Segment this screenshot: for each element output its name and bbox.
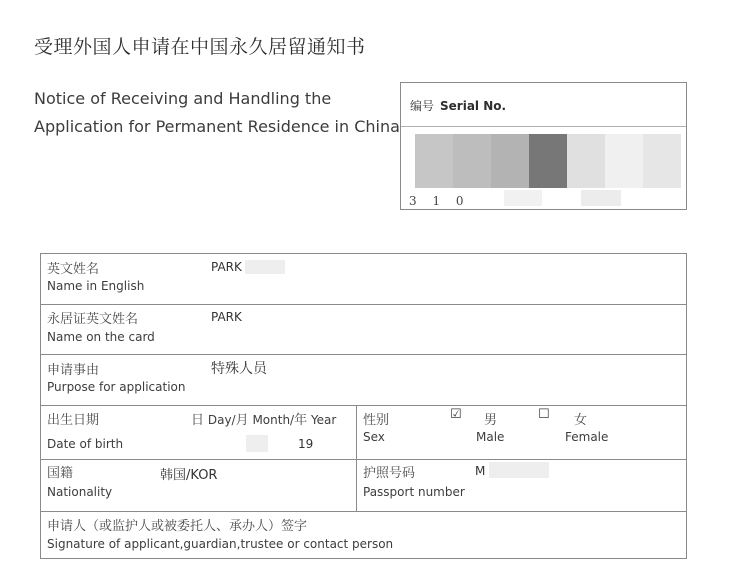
serial-number-box [400, 82, 687, 210]
dob-month-en: Month/ [252, 413, 295, 427]
name-english-redaction [245, 260, 285, 274]
male-label-cn: 男 [484, 413, 498, 428]
female-label-en: Female [565, 430, 609, 444]
serial-divider [401, 126, 686, 127]
dob-day-cn: 日 [191, 413, 205, 428]
dob-day-en: Day/ [207, 413, 236, 427]
name-card-label-en: Name on the card [47, 330, 155, 344]
passport-label-cn: 护照号码 [363, 466, 416, 481]
sex-label-en: Sex [363, 430, 385, 444]
serial-visible-digits: 3 1 0 [409, 194, 470, 208]
serial-label-en: Serial No. [440, 99, 507, 113]
dob-label-en: Date of birth [47, 437, 124, 451]
row-divider [41, 304, 686, 305]
serial-redaction-1 [504, 190, 542, 206]
page-title-en-line2: Application for Permanent Residence in China [34, 117, 400, 136]
mosaic-block [415, 134, 453, 188]
serial-label-cn: 编号 [410, 99, 435, 113]
female-label-cn: 女 [574, 413, 588, 428]
serial-redacted-mosaic [415, 134, 681, 188]
column-divider [356, 405, 357, 511]
name-card-label-cn: 永居证英文姓名 [47, 312, 139, 327]
purpose-value: 特殊人员 [211, 361, 267, 377]
dob-year-en: Year [310, 413, 337, 427]
purpose-label-cn: 申请事由 [47, 363, 100, 378]
row-divider [41, 405, 686, 406]
name-card-value: PARK [211, 310, 242, 324]
dob-day-redaction [246, 435, 268, 452]
row-divider [41, 459, 686, 460]
mosaic-block [605, 134, 643, 188]
mosaic-block [529, 134, 567, 188]
female-checkbox[interactable]: ☐ [538, 407, 550, 422]
serial-label [410, 97, 506, 114]
mosaic-block [453, 134, 491, 188]
dob-year-value: 19 [298, 437, 314, 451]
nationality-label-en: Nationality [47, 485, 113, 499]
mosaic-block [491, 134, 529, 188]
dob-units [191, 409, 336, 428]
dob-label-cn: 出生日期 [47, 413, 100, 428]
mosaic-block [567, 134, 605, 188]
passport-value: M [475, 464, 486, 478]
name-english-value: PARK [211, 260, 242, 274]
page-title-en [34, 85, 400, 141]
row-divider [41, 511, 686, 512]
nationality-value: 韩国/KOR [160, 468, 218, 483]
name-english-label-cn: 英文姓名 [47, 262, 100, 277]
passport-redaction [489, 462, 549, 478]
dob-year-cn: 年 [294, 413, 308, 428]
page-title-cn: 受理外国人申请在中国永久居留通知书 [34, 36, 366, 58]
page-title-en-line1: Notice of Receiving and Handling the [34, 89, 332, 108]
dob-month-cn: 月 [235, 413, 249, 428]
name-english-label-en: Name in English [47, 279, 145, 293]
sex-label-cn: 性别 [363, 413, 390, 428]
application-form [40, 253, 687, 559]
mosaic-block [643, 134, 681, 188]
passport-label-en: Passport number [363, 485, 465, 499]
row-divider [41, 354, 686, 355]
signature-label-en: Signature of applicant,guardian,trustee or contact person [47, 537, 394, 551]
serial-redaction-2 [581, 190, 621, 206]
nationality-label-cn: 国籍 [47, 466, 74, 481]
signature-label-cn: 申请人（或监护人或被委托人、承办人）签字 [47, 519, 308, 534]
male-label-en: Male [476, 430, 505, 444]
male-checkbox[interactable]: ☑ [450, 407, 462, 422]
purpose-label-en: Purpose for application [47, 380, 186, 394]
